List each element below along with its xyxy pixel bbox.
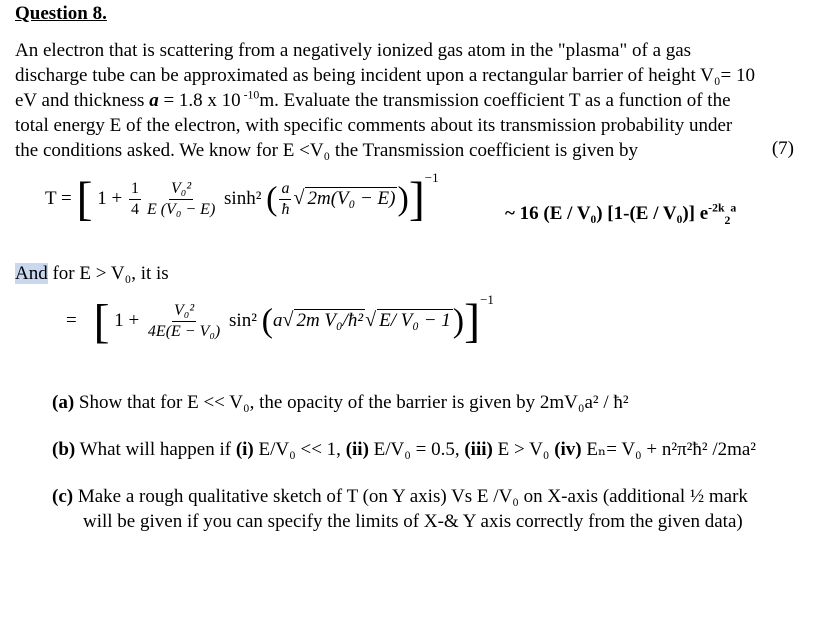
eq1-lhs: T = [45, 188, 72, 209]
equation-approximation: ~ 16 (E / V₀) [1-(E / V₀)] $e^{-2k}_2^a$ [505, 201, 737, 227]
question-c-line-2: will be given if you can specify the limits of X-& Y axis correctly from the given data) [83, 511, 743, 532]
intro-line-2: discharge tube can be approximated as being incident upon a rectangular barrier of height V₀= 10 [15, 65, 755, 86]
marks-label: (7) [771, 138, 794, 159]
intro-line-1: An electron that is scattering from a negatively ionized gas atom in the "plasma" of a gas [15, 40, 692, 61]
intro-line-4: total energy E of the electron, with specific comments about its transmission probability under [15, 115, 733, 136]
intro-line-3: eV and thickness a = 1.8 x 10 $^{-10}$m. Evaluate the transmission coefficient T as a function of the [15, 88, 731, 111]
intro-line-5: the conditions asked. We know for E <V₀ the Transmission coefficient is given by [15, 140, 639, 161]
and-line: And for E > V₀, it is [15, 263, 169, 284]
question-b: (b) What will happen if (i) E/V₀ << 1, (ii) E/V₀ = 0.5, (iii) E > V₀ (iv) Eₙ= V₀ + n²π²ħ² /2ma² [52, 439, 757, 460]
equation-transmission-above: = [ 1 + $\frac{\text{V₀²}}{\text{4E(E − V₀)}}$ sin² (a√ 2m V₀/ħ² √ E/ V₀ − 1)]$^{-1}$ [66, 292, 494, 348]
question-title: Question 8. [15, 3, 107, 24]
question-c-line-1: (c) Make a rough qualitative sketch of T (on Y axis) Vs E /V₀ on X-axis (additional ½ mark [52, 486, 748, 507]
equation-transmission-below: T = [ 1 + $\frac{1}{4}$ $\frac{\text{V₀²}}{\text{E (V₀ − E)}}$ sinh² ( $\frac{a}{ħ}$ √ 2m(V₀ − E))]$^{-1}$ [45, 170, 439, 226]
question-a: (a) Show that for E << V₀, the opacity of the barrier is given by 2mV₀a² / ħ² [52, 392, 629, 413]
